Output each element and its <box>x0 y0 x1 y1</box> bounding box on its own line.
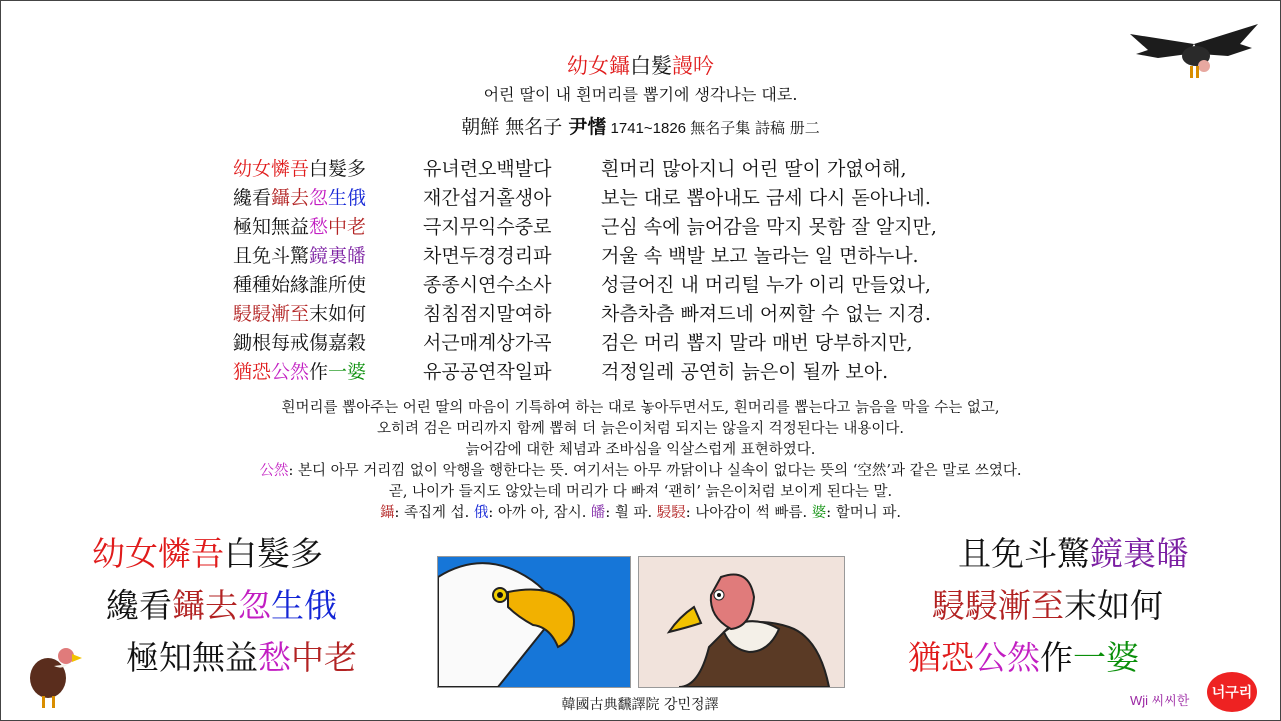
eagle-head-icon <box>438 557 630 687</box>
glossary-term: 鑷 <box>379 505 395 521</box>
glossary-definition: : 나아감이 썩 빠름. <box>685 505 812 521</box>
big-poem-line <box>900 580 1189 632</box>
poem-line <box>233 212 937 241</box>
hanja-segment: 駸駸漸至 <box>932 586 1064 625</box>
poem-line-reading: 차면두경경리파 <box>423 245 552 267</box>
hanja-segment: 鑷去 <box>172 586 238 625</box>
brand-label: Wji 씨씨한 <box>1130 693 1190 708</box>
hanja-segment: 鑷去 <box>271 187 310 209</box>
hanja-segment: 中老 <box>328 216 367 238</box>
hanja-segment: 纔看 <box>233 187 272 209</box>
hanja-segment: 且免斗驚 <box>958 534 1090 573</box>
hanja-segment: 忽 <box>309 187 329 209</box>
hanja-segment: 生俄 <box>271 586 337 625</box>
big-poem-line <box>92 528 357 580</box>
poem-line-reading: 재간섭거홀생아 <box>423 187 552 209</box>
big-poem-line <box>92 632 357 684</box>
hanja-segment: 生俄 <box>328 187 367 209</box>
glossary-definition: : 족집게 섭. <box>394 505 474 521</box>
poem-line-translation: 거울 속 백발 보고 놀라는 일 면하누나. <box>601 245 919 267</box>
big-poem-line <box>900 528 1189 580</box>
vulture-figure-icon <box>18 640 86 710</box>
explanation-line: 公然: 본디 아무 거리낌 없이 악행을 행한다는 뜻. 여기서는 아무 까닭이나 실속이 없다는 뜻의 ‘空然’과 같은 말로 쓰였다. <box>259 463 1022 479</box>
poem-subtitle: 어린 딸이 내 흰머리를 뽑기에 생각나는 대로. <box>483 85 798 104</box>
poem-line-hanja <box>233 328 423 357</box>
glossary-definition: : 아까 아, 잠시. <box>488 505 591 521</box>
hanja-segment: 愁 <box>258 638 291 677</box>
hanja-segment: 公然 <box>271 361 310 383</box>
hanja-segment: 種種始緣誰所使 <box>233 274 367 296</box>
big-poem-line <box>900 632 1189 684</box>
hanja-segment: 中老 <box>291 638 357 677</box>
translation-credit: 韓國古典飜譯院 강민정譯 <box>561 697 719 713</box>
hanja-segment: 猶恐 <box>908 638 974 677</box>
explanation-line: 흰머리를 뽑아주는 어린 딸의 마음이 기특하여 하는 대로 놓아두면서도, 흰머리를 뽑는다고 늙음을 막을 수는 없고, <box>281 400 1000 416</box>
hanja-segment: 末如何 <box>309 303 367 325</box>
poem-line-hanja <box>233 154 423 183</box>
vulture-image <box>638 556 845 688</box>
poem-body <box>233 154 937 386</box>
hanja-segment: 作 <box>309 361 329 383</box>
poem-line-translation: 성글어진 내 머리털 누가 이리 만들었나, <box>601 274 931 296</box>
glossary-definition: : 할머니 파. <box>826 505 901 521</box>
hanja-segment: 幼女憐吾 <box>92 534 224 573</box>
poem-line <box>233 270 937 299</box>
poem-line-hanja <box>233 270 423 299</box>
eagle-image <box>437 556 631 688</box>
poem-line-reading: 침침점지말여하 <box>423 303 552 325</box>
poem-line-reading: 극지무익수중로 <box>423 216 552 238</box>
poem-title: 幼女鑷白髮謾吟 <box>567 54 714 78</box>
hanja-segment: 且免斗驚 <box>233 245 310 267</box>
poem-line-translation: 근심 속에 늙어감을 막지 못함 잘 알지만, <box>601 216 937 238</box>
poem-line <box>233 328 937 357</box>
poem-line <box>233 154 937 183</box>
poem-line <box>233 183 937 212</box>
hanja-segment: 極知無益 <box>233 216 310 238</box>
poem-line-translation: 검은 머리 뽑지 말라 매번 당부하지만, <box>601 332 913 354</box>
poem-line-translation: 보는 대로 뽑아내도 금세 다시 돋아나네. <box>601 187 931 209</box>
hanja-segment: 一婆 <box>328 361 367 383</box>
hanja-segment: 鏡裏皤 <box>1090 534 1189 573</box>
poem-author: 朝鮮 無名子 尹愭 1741~1826 無名子集 詩稿 册二 <box>461 116 820 138</box>
poem-line <box>233 299 937 328</box>
hanja-segment: 纔看 <box>106 586 172 625</box>
hanja-segment: 猶恐 <box>233 361 272 383</box>
hanja-segment: 公然 <box>974 638 1040 677</box>
poem-line <box>233 357 937 386</box>
explanation <box>0 398 1281 524</box>
poem-line-translation: 걱정일레 공연히 늙은이 될까 보아. <box>601 361 889 383</box>
explanation-line: 곧, 나이가 들지도 않았는데 머리가 다 빠져 ‘괜히’ 늙은이처럼 보이게 된다는 말. <box>388 484 893 500</box>
poem-line-translation: 차츰차츰 빠져드네 어찌할 수 없는 지경. <box>601 303 931 325</box>
poem-line-hanja <box>233 183 423 212</box>
glossary-term: 駸駸 <box>656 505 686 521</box>
hanja-segment: 愁 <box>309 216 329 238</box>
poem-line-translation: 흰머리 많아지니 어린 딸이 가엾어해, <box>601 158 907 180</box>
hanja-segment: 鋤根每戒傷嘉穀 <box>233 332 367 354</box>
hanja-segment: 白髮多 <box>309 158 367 180</box>
hanja-segment: 極知無益 <box>126 638 258 677</box>
big-poem-right <box>900 528 1189 684</box>
poem-line-hanja <box>233 241 423 270</box>
brand-badge: 너구리 <box>1207 672 1257 712</box>
big-poem-line <box>92 580 357 632</box>
explanation-line: 늙어감에 대한 체념과 조바심을 익살스럽게 표현하였다. <box>465 442 816 458</box>
poem-line-hanja <box>233 212 423 241</box>
poem-line-hanja <box>233 357 423 386</box>
explanation-line: 오히려 검은 머리까지 함께 뽑혀 더 늙은이처럼 되지는 않을지 걱정된다는 내용이다. <box>377 421 904 437</box>
poem-line-reading: 유녀련오백발다 <box>423 158 552 180</box>
glossary-term: 婆 <box>811 505 827 521</box>
poem-line-hanja <box>233 299 423 328</box>
glossary <box>0 503 1281 524</box>
poem-line-reading: 유공공연작일파 <box>423 361 552 383</box>
hanja-segment: 末如何 <box>1064 586 1163 625</box>
glossary-term: 皤 <box>590 505 606 521</box>
hanja-segment: 幼女憐吾 <box>233 158 310 180</box>
hanja-segment: 一婆 <box>1073 638 1139 677</box>
vulture-cartoon-icon <box>639 557 844 687</box>
hanja-segment: 鏡裏皤 <box>309 245 367 267</box>
poem-line-reading: 서근매계상가곡 <box>423 332 552 354</box>
hanja-segment: 白髮多 <box>224 534 323 573</box>
hanja-segment: 忽 <box>238 586 271 625</box>
hanja-segment: 駸駸漸至 <box>233 303 310 325</box>
glossary-term: 俄 <box>473 505 489 521</box>
hanja-segment: 作 <box>1040 638 1073 677</box>
big-poem-left <box>92 528 357 684</box>
glossary-definition: : 흴 파. <box>605 505 657 521</box>
poem-line <box>233 241 937 270</box>
poem-line-reading: 종종시연수소사 <box>423 274 552 296</box>
